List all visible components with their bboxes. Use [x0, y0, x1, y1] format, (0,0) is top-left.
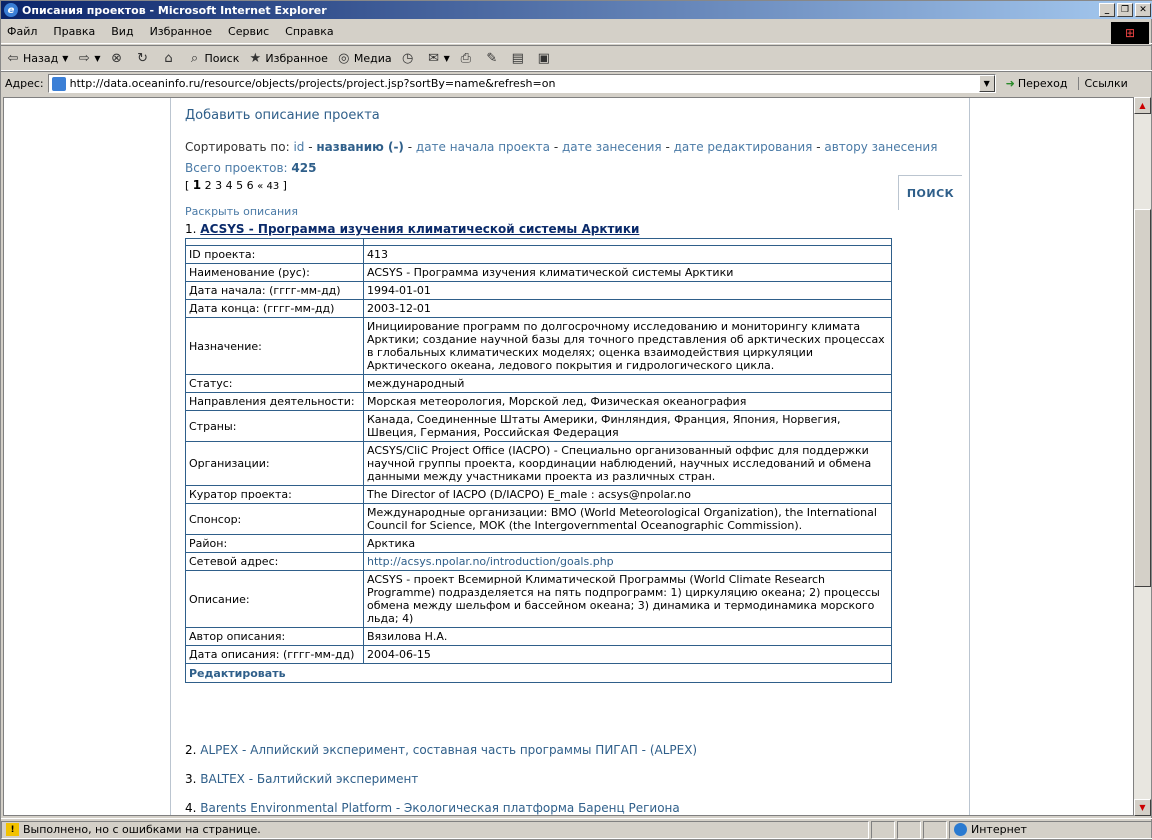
go-arrow-icon: ➜: [1005, 77, 1015, 90]
menu-favorites[interactable]: Избранное: [149, 25, 213, 38]
messenger-button[interactable]: [536, 50, 554, 66]
window-title: Описания проектов - Microsoft Internet Explorer: [22, 3, 327, 17]
menu-tools[interactable]: Сервис: [228, 25, 270, 38]
page-link[interactable]: 2: [204, 179, 212, 192]
sort-by-author[interactable]: автору занесения: [824, 140, 938, 154]
sort-row: Сортировать по: id - названию (-) - дате начала проекта - дате занесения - дате редактирования - автору занесения: [185, 140, 938, 154]
media-button[interactable]: ◎ Медиа: [336, 50, 392, 66]
page-current: 1: [192, 178, 202, 192]
menu-help[interactable]: Справка: [285, 25, 334, 38]
page-link[interactable]: 3: [215, 179, 223, 192]
edit-icon: ✎: [486, 50, 498, 66]
stop-button[interactable]: [109, 50, 127, 66]
discuss-icon: ▤: [511, 50, 524, 66]
address-url: http://data.oceaninfo.ru/resource/objects/projects/project.jsp?sortBy=name&refresh=on: [69, 77, 556, 90]
sort-by-id[interactable]: id: [293, 140, 305, 154]
back-button[interactable]: ⇦ Назад ▼: [5, 50, 68, 66]
globe-icon: [954, 823, 967, 836]
table-row: Дата начала: (гггг-мм-дд) 1994-01-01: [186, 282, 892, 300]
table-row: Направления деятельности: Морская метеорология, Морской лед, Физическая океанография: [186, 393, 892, 411]
expand-descriptions-link[interactable]: Раскрыть описания: [185, 205, 298, 218]
menu-file[interactable]: Файл: [7, 25, 38, 38]
project-title-link[interactable]: ALPEX - Алпийский эксперимент, составная часть программы ПИГАП - (ALPEX): [200, 743, 698, 757]
refresh-icon: ↻: [137, 50, 148, 66]
media-icon: ◎: [338, 50, 350, 66]
page-link[interactable]: 4: [225, 179, 233, 192]
back-arrow-icon: ⇦: [7, 50, 19, 66]
scroll-thumb[interactable]: [1134, 209, 1151, 587]
pager: [ 1 2 3 4 5 6 « 43 ]: [185, 178, 287, 192]
title-bar: [1, 1, 1152, 19]
search-button[interactable]: ⌕ Поиск: [187, 50, 240, 66]
scroll-down-icon[interactable]: ▼: [1134, 799, 1151, 816]
table-row: Статус: международный: [186, 375, 892, 393]
scroll-up-icon[interactable]: ▲: [1134, 97, 1151, 114]
table-row: Дата конца: (гггг-мм-дд) 2003-12-01: [186, 300, 892, 318]
table-row: Описание: ACSYS - проект Всемирной Климатической Программы (World Climate Research Programme) подразделяется на пять подпрограмм: 1) циркуляцию океана; 2) процессы обмена между шельфом и бассейном океана; 3) динамика и термодинамика морского льда; 4): [186, 571, 892, 628]
search-tab[interactable]: ПОИСК: [898, 175, 962, 210]
project-item-2: 2. ALPEX - Алпийский эксперимент, составная часть программы ПИГАП - (ALPEX): [185, 743, 698, 757]
favorites-icon: ★: [249, 50, 262, 66]
mail-button[interactable]: ✉ ▼: [426, 50, 450, 66]
page-link[interactable]: 6: [246, 179, 254, 192]
favorites-button[interactable]: ★ Избранное: [247, 50, 327, 66]
project-title-link[interactable]: ACSYS - Программа изучения климатической системы Арктики: [200, 222, 640, 236]
stop-icon: ⊗: [111, 50, 122, 66]
menu-view[interactable]: Вид: [111, 25, 134, 38]
table-row: Автор описания: Вязилова Н.А.: [186, 628, 892, 646]
edit-page-button[interactable]: [484, 50, 502, 66]
sort-by-name[interactable]: названию (-): [316, 140, 404, 154]
total-count: 425: [291, 161, 317, 175]
address-dropdown-icon[interactable]: ▼: [979, 75, 995, 92]
table-row: Сетевой адрес: http://acsys.npolar.no/introduction/goals.php: [186, 553, 892, 571]
project-details-table: [185, 238, 892, 683]
table-row: Спонсор: Международные организации: ВМО (World Meteorological Organization), the International Council for Science, МОК (the Intergovernmental Oceanographic Commission).: [186, 504, 892, 535]
refresh-button[interactable]: [135, 50, 153, 66]
table-row: Организации: ACSYS/CliC Project Office (IACPO) - Специально организованный оффис для поддержки научной группы проекта, координации наблюдений, научных исследований и обмена данными между участниками проекта из различных стран.: [186, 442, 892, 486]
project-item-1: 1. ACSYS - Программа изучения климатической системы Арктики: [185, 222, 640, 236]
page-icon: [52, 77, 66, 91]
close-button[interactable]: ✕: [1135, 3, 1151, 17]
table-row: Наименование (рус): ACSYS - Программа изучения климатической системы Арктики: [186, 264, 892, 282]
warning-icon: !: [6, 823, 19, 836]
status-cell: [871, 821, 895, 839]
sort-label: Сортировать по:: [185, 140, 290, 154]
vertical-scrollbar[interactable]: [1134, 97, 1151, 816]
address-input[interactable]: [48, 74, 996, 93]
history-button[interactable]: [400, 50, 418, 66]
toolbar: [1, 45, 1152, 71]
table-row: Район: Арктика: [186, 535, 892, 553]
print-button[interactable]: [458, 50, 476, 66]
restore-button[interactable]: ❐: [1117, 3, 1133, 17]
table-row: Дата описания: (гггг-мм-дд) 2004-06-15: [186, 646, 892, 664]
forward-button[interactable]: ⇨ ▼: [76, 50, 100, 66]
go-button[interactable]: ➜ Переход: [1005, 77, 1068, 90]
add-project-link[interactable]: Добавить описание проекта: [185, 108, 380, 123]
sort-by-entry-date[interactable]: дате занесения: [561, 140, 662, 154]
search-icon: ⌕: [190, 50, 199, 66]
edit-link[interactable]: Редактировать: [189, 666, 286, 680]
project-title-link[interactable]: Barents Environmental Platform - Экологическая платформа Баренц Региона: [200, 801, 680, 815]
sort-by-edit-date[interactable]: дате редактирования: [673, 140, 813, 154]
page-link[interactable]: 5: [236, 179, 244, 192]
security-zone: Интернет: [949, 821, 1152, 839]
status-cell: [897, 821, 921, 839]
messenger-icon: ▣: [537, 50, 550, 66]
print-icon: ⎙: [460, 50, 471, 66]
project-item-3: 3. BALTEX - Балтийский эксперимент: [185, 772, 419, 786]
links-button[interactable]: Ссылки: [1078, 77, 1128, 90]
page-column: [170, 98, 970, 816]
project-item-4: 4. Barents Environmental Platform - Экологическая платформа Баренц Региона: [185, 801, 680, 815]
sort-by-start-date[interactable]: дате начала проекта: [415, 140, 550, 154]
status-message[interactable]: ! Выполнено, но с ошибками на странице.: [1, 821, 869, 839]
home-icon: ⌂: [164, 50, 173, 66]
address-bar: [1, 71, 1152, 95]
status-bar: [1, 818, 1152, 840]
page-content: [3, 97, 1134, 816]
address-label: Адрес:: [5, 77, 44, 90]
table-row: Назначение: Инициирование программ по долгосрочному исследованию и мониторингу климата Арктики; создание научной базы для точного представления об арктических процессах в глобальных климатических моделях; оценка взаимодействия циркуляции Арктического океана, ледового покрытия и гидрологического цикла.: [186, 318, 892, 375]
windows-logo-icon: ⊞: [1111, 22, 1149, 44]
ie-icon: e: [4, 3, 18, 17]
status-cell: [923, 821, 947, 839]
menu-edit[interactable]: Правка: [53, 25, 96, 38]
menu-bar: [1, 20, 1152, 44]
total-projects: Всего проектов: 425: [185, 161, 317, 175]
discuss-button[interactable]: [510, 50, 528, 66]
history-icon: ◷: [401, 50, 414, 66]
table-row: Куратор проекта: The Director of IACPO (D/IACPO) E_male : acsys@npolar.no: [186, 486, 892, 504]
project-title-link[interactable]: BALTEX - Балтийский эксперимент: [200, 772, 419, 786]
home-button[interactable]: [161, 50, 179, 66]
table-row: ID проекта: 413: [186, 246, 892, 264]
page-last-link[interactable]: « 43: [257, 181, 280, 192]
table-row: Страны: Канада, Соединенные Штаты Америки, Финляндия, Франция, Япония, Норвегия, Швеция, Германия, Российская Федерация: [186, 411, 892, 442]
forward-arrow-icon: ⇨: [78, 50, 90, 66]
website-link[interactable]: http://acsys.npolar.no/introduction/goals.php: [367, 555, 614, 568]
minimize-button[interactable]: _: [1099, 3, 1115, 17]
mail-icon: ✉: [428, 50, 440, 66]
